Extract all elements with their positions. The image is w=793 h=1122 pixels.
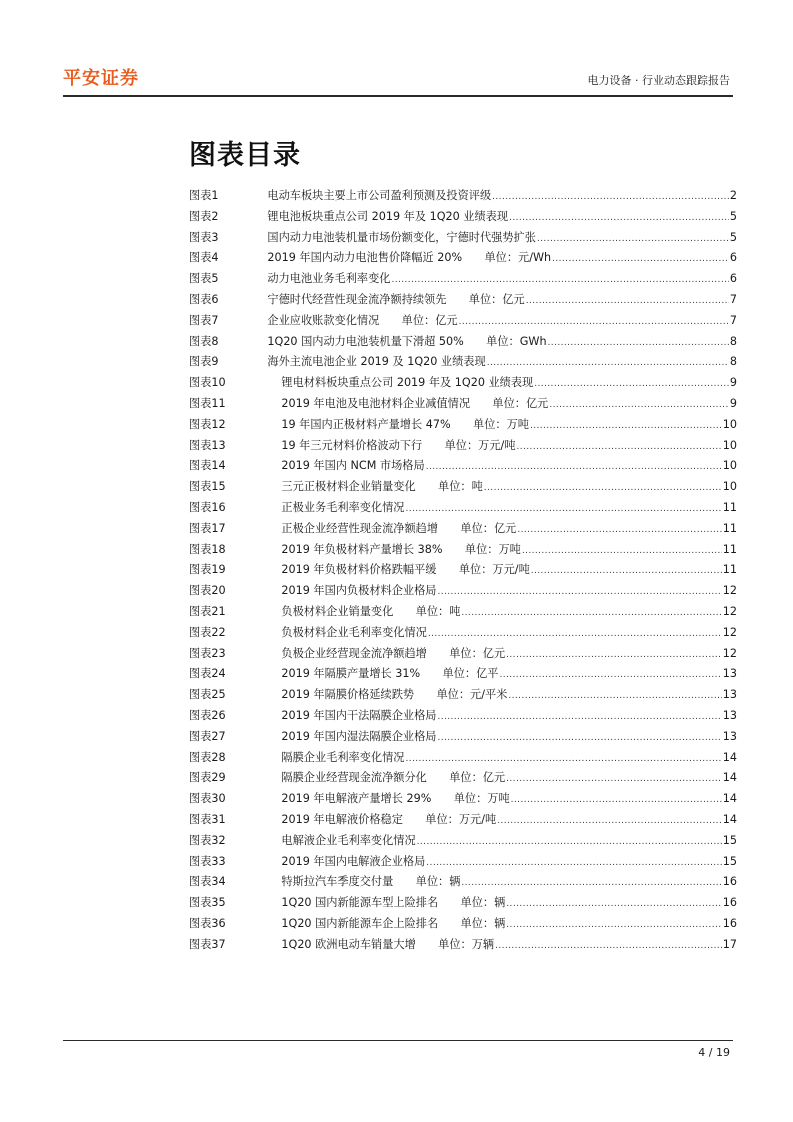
- toc-label: 图表: [189, 875, 212, 889]
- toc-label: 图表: [189, 667, 212, 681]
- footer-divider: [63, 1040, 733, 1041]
- toc-dot-leader: [391, 270, 728, 290]
- toc-page-number: 13: [722, 667, 737, 681]
- toc-page-number: 13: [722, 729, 737, 743]
- toc-number: 15: [211, 480, 226, 494]
- toc-page-number: 10: [722, 459, 737, 473]
- toc-entry[interactable]: [189, 581, 737, 602]
- toc-number: 27: [211, 729, 226, 743]
- toc-entry[interactable]: [189, 498, 737, 519]
- toc-label: 图表: [189, 604, 212, 618]
- toc-entry[interactable]: [189, 540, 737, 561]
- toc-entry[interactable]: [189, 352, 737, 373]
- toc-entry[interactable]: [189, 477, 737, 498]
- toc-entry[interactable]: [189, 893, 737, 914]
- toc-title: 正极业务毛利率变化情况: [281, 500, 405, 514]
- toc-page-number: 6: [729, 251, 737, 265]
- toc-dot-leader: [437, 582, 721, 602]
- toc-number: 13: [211, 438, 226, 452]
- toc-entry[interactable]: [189, 290, 737, 311]
- toc-dot-leader: [506, 915, 721, 935]
- toc-dot-leader: [461, 603, 721, 623]
- toc-dot-leader: [497, 811, 722, 831]
- toc-page-number: 5: [729, 230, 737, 244]
- toc-number: 36: [211, 916, 226, 930]
- toc-label: 图表: [189, 272, 212, 286]
- toc-dot-leader: [487, 353, 729, 373]
- toc-label: 图表: [189, 771, 212, 785]
- toc-entry[interactable]: [189, 332, 737, 353]
- toc-title: 正极企业经营性现金流净额趋增 单位：亿元: [281, 521, 517, 535]
- toc-title: 19 年国内正极材料产量增长 47% 单位：万吨: [281, 417, 529, 431]
- toc-dot-leader: [484, 478, 722, 498]
- toc-title: 海外主流电池企业 2019 及 1Q20 业绩表现: [267, 355, 486, 369]
- toc-number: 4: [211, 251, 219, 265]
- toc-title: 锂电池板块重点公司 2019 年及 1Q20 业绩表现: [267, 209, 509, 223]
- toc-dot-leader: [495, 936, 722, 956]
- toc-label: 图表: [189, 230, 212, 244]
- toc-dot-leader: [548, 333, 729, 353]
- toc-number: 3: [211, 230, 219, 244]
- toc-page-number: 12: [722, 625, 737, 639]
- toc-page-number: 8: [729, 334, 737, 348]
- toc-entry[interactable]: [189, 269, 737, 290]
- toc-title: 电解液企业毛利率变化情况: [281, 833, 416, 847]
- toc-dot-leader: [509, 208, 729, 228]
- toc-label: 图表: [189, 792, 212, 806]
- toc-page-number: 6: [729, 272, 737, 286]
- brand-logo: 平安证券: [63, 68, 139, 89]
- toc-page-number: 2: [729, 189, 737, 202]
- toc-label: 图表: [189, 313, 212, 327]
- toc-label: 图表: [189, 417, 212, 431]
- toc-page-number: 10: [722, 417, 737, 431]
- toc-dot-leader: [417, 832, 722, 852]
- toc-label: 图表: [189, 189, 212, 202]
- toc-dot-leader: [517, 437, 722, 457]
- toc-number: 14: [211, 459, 226, 473]
- toc-page-number: 12: [722, 604, 737, 618]
- toc-entry[interactable]: [189, 560, 737, 581]
- toc-title: 隔膜企业经营现金流净额分化 单位：亿元: [281, 771, 506, 785]
- toc-entry[interactable]: [189, 831, 737, 852]
- toc-dot-leader: [526, 291, 729, 311]
- toc-page-number: 13: [722, 708, 737, 722]
- toc-dot-leader: [522, 541, 722, 561]
- toc-entry[interactable]: [189, 394, 737, 415]
- toc-entry[interactable]: [189, 186, 737, 207]
- toc-title: 国内动力电池装机量市场份额变化，宁德时代强势扩张: [267, 230, 536, 244]
- toc-page-number: 11: [722, 542, 737, 556]
- toc-number: 9: [211, 355, 219, 369]
- toc-dot-leader: [517, 520, 721, 540]
- toc-entry[interactable]: [189, 810, 737, 831]
- toc-number: 31: [211, 812, 226, 826]
- toc-page-number: 8: [729, 355, 737, 369]
- toc-dot-leader: [437, 707, 721, 727]
- toc-dot-leader: [405, 499, 721, 519]
- toc-number: 33: [211, 854, 226, 868]
- toc-entry[interactable]: [189, 228, 737, 249]
- toc-dot-leader: [534, 374, 729, 394]
- toc-number: 22: [211, 625, 226, 639]
- toc-entry[interactable]: [189, 436, 737, 457]
- toc-title: 特斯拉汽车季度交付量 单位：辆: [281, 875, 461, 889]
- toc-title: 锂电材料板块重点公司 2019 年及 1Q20 业绩表现: [281, 376, 534, 390]
- toc-page-number: 16: [722, 896, 737, 910]
- toc-dot-leader: [459, 312, 729, 332]
- toc-title: 19 年三元材料价格波动下行 单位：万元/吨: [281, 438, 516, 452]
- toc-label: 图表: [189, 355, 212, 369]
- toc-page-number: 14: [722, 771, 737, 785]
- toc-page-number: 11: [722, 521, 737, 535]
- toc-title: 2019 年隔膜价格延续跌势 单位：元/平米: [281, 688, 508, 702]
- toc-dot-leader: [506, 894, 721, 914]
- toc-dot-leader: [552, 249, 729, 269]
- toc-label: 图表: [189, 542, 212, 556]
- toc-number: 30: [211, 792, 226, 806]
- toc-number: 10: [211, 376, 226, 390]
- toc-title: 企业应收账款变化情况 单位：亿元: [267, 313, 458, 327]
- toc-label: 图表: [189, 521, 212, 535]
- toc-dot-leader: [530, 416, 722, 436]
- toc-title: 2019 年电解液产量增长 29% 单位：万吨: [281, 792, 510, 806]
- toc-number: 20: [211, 584, 226, 598]
- toc-entry[interactable]: [189, 685, 737, 706]
- toc-number: 32: [211, 833, 226, 847]
- toc-label: 图表: [189, 833, 212, 847]
- toc-label: 图表: [189, 729, 212, 743]
- toc-page-number: 15: [722, 854, 737, 868]
- toc-entry[interactable]: [189, 706, 737, 727]
- toc-number: 12: [211, 417, 226, 431]
- toc-entry[interactable]: [189, 623, 737, 644]
- toc-entry[interactable]: [189, 935, 737, 956]
- toc-title: 2019 年隔膜产量增长 31% 单位：亿平: [281, 667, 499, 681]
- toc-title: 1Q20 国内新能源车型上险排名 单位：辆: [281, 896, 506, 910]
- toc-number: 5: [211, 272, 219, 286]
- toc-title: 2019 年国内电解液企业格局: [281, 854, 426, 868]
- toc-title: 2019 年电池及电池材料企业减值情况 单位：亿元: [281, 396, 549, 410]
- toc-entry[interactable]: [189, 789, 737, 810]
- toc-title: 2019 年国内负极材料企业格局: [281, 584, 437, 598]
- toc-entry[interactable]: [189, 602, 737, 623]
- toc-number: 8: [211, 334, 219, 348]
- toc-label: 图表: [189, 625, 212, 639]
- toc-label: 图表: [189, 209, 212, 223]
- toc-title: 2019 年负极材料产量增长 38% 单位：万吨: [281, 542, 521, 556]
- toc-page-number: 5: [729, 209, 737, 223]
- toc-page-number: 7: [729, 292, 737, 306]
- toc-number: 34: [211, 875, 226, 889]
- toc-entry[interactable]: [189, 748, 737, 769]
- toc-dot-leader: [531, 561, 722, 581]
- toc-entry[interactable]: [189, 644, 737, 665]
- toc-dot-leader: [426, 457, 722, 477]
- toc-title: 2019 年国内湿法隔膜企业格局: [281, 729, 437, 743]
- toc-number: 17: [211, 521, 226, 535]
- toc-number: 28: [211, 750, 226, 764]
- toc-number: 24: [211, 667, 226, 681]
- toc-label: 图表: [189, 251, 212, 265]
- toc-entry[interactable]: [189, 768, 737, 789]
- toc-entry[interactable]: [189, 519, 737, 540]
- toc-page-number: 10: [722, 438, 737, 452]
- toc-title: 2019 年国内动力电池售价降幅近 20% 单位：元/Wh: [267, 251, 552, 265]
- toc-label: 图表: [189, 916, 212, 930]
- toc-entry[interactable]: [189, 872, 737, 893]
- toc-title: 动力电池业务毛利率变化: [267, 272, 391, 286]
- toc-page-number: 16: [722, 916, 737, 930]
- toc-label: 图表: [189, 646, 212, 660]
- toc-dot-leader: [461, 873, 721, 893]
- toc-title: 负极材料企业毛利率变化情况: [281, 625, 427, 639]
- header-divider: [63, 95, 733, 97]
- toc-title: 2019 年国内 NCM 市场格局: [281, 459, 425, 473]
- toc-dot-leader: [506, 769, 722, 789]
- toc-number: 6: [211, 292, 219, 306]
- toc-label: 图表: [189, 376, 212, 390]
- toc-dot-leader: [492, 187, 729, 207]
- toc-page-number: 12: [722, 646, 737, 660]
- toc-dot-leader: [428, 624, 722, 644]
- toc-entry[interactable]: [189, 852, 737, 873]
- toc-label: 图表: [189, 854, 212, 868]
- toc-entry[interactable]: [189, 207, 737, 228]
- toc-label: 图表: [189, 292, 212, 306]
- toc-title: 2019 年电解液价格稳定 单位：万元/吨: [281, 812, 497, 826]
- toc-entry[interactable]: [189, 415, 737, 436]
- toc-title: 1Q20 国内动力电池装机量下滑超 50% 单位：GWh: [267, 334, 547, 348]
- toc-page-number: 9: [729, 396, 737, 410]
- toc-page-number: 13: [722, 688, 737, 702]
- toc-label: 图表: [189, 459, 212, 473]
- toc-entry[interactable]: [189, 727, 737, 748]
- toc-entry[interactable]: [189, 248, 737, 269]
- toc-title: 1Q20 欧洲电动车销量大增 单位：万辆: [281, 937, 495, 951]
- toc-dot-leader: [549, 395, 729, 415]
- toc-page-number: 10: [722, 480, 737, 494]
- toc-dot-leader: [508, 686, 721, 706]
- toc-title: 负极企业经营现金流净额趋增 单位：亿元: [281, 646, 506, 660]
- toc-title: 三元正极材料企业销量变化 单位：吨: [281, 480, 483, 494]
- toc-number: 25: [211, 688, 226, 702]
- toc-label: 图表: [189, 750, 212, 764]
- page-title: 图表目录: [189, 140, 301, 171]
- toc-entry[interactable]: [189, 664, 737, 685]
- toc-label: 图表: [189, 708, 212, 722]
- toc-label: 图表: [189, 396, 212, 410]
- toc-label: 图表: [189, 937, 212, 951]
- toc-number: 23: [211, 646, 226, 660]
- toc-page-number: 14: [722, 750, 737, 764]
- toc-page-number: 15: [722, 833, 737, 847]
- toc-dot-leader: [499, 665, 721, 685]
- toc-number: 2: [211, 209, 219, 223]
- toc-label: 图表: [189, 584, 212, 598]
- report-type: 电力设备 · 行业动态跟踪报告: [587, 74, 730, 87]
- toc-label: 图表: [189, 500, 212, 514]
- toc-title: 2019 年国内干法隔膜企业格局: [281, 708, 437, 722]
- toc-dot-leader: [405, 749, 721, 769]
- toc-dot-leader: [537, 229, 729, 249]
- toc-dot-leader: [426, 853, 721, 873]
- toc-title: 宁德时代经营性现金流净额持续领先 单位：亿元: [267, 292, 525, 306]
- toc-dot-leader: [511, 790, 722, 810]
- toc-number: 21: [211, 604, 226, 618]
- toc-page-number: 7: [729, 313, 737, 327]
- toc-title: 1Q20 国内新能源车企上险排名 单位：辆: [281, 916, 506, 930]
- toc-page-number: 11: [722, 500, 737, 514]
- toc-number: 1: [211, 189, 219, 202]
- toc-page-number: 17: [722, 937, 737, 951]
- toc-number: 16: [211, 500, 226, 514]
- toc-entry[interactable]: [189, 914, 737, 935]
- toc-number: 19: [211, 563, 226, 577]
- toc-label: 图表: [189, 334, 212, 348]
- toc-page-number: 16: [722, 875, 737, 889]
- toc-page-number: 12: [722, 584, 737, 598]
- toc-label: 图表: [189, 480, 212, 494]
- toc-dot-leader: [437, 728, 721, 748]
- toc-entry[interactable]: [189, 373, 737, 394]
- toc-label: 图表: [189, 812, 212, 826]
- toc-number: 7: [211, 313, 219, 327]
- toc-number: 29: [211, 771, 226, 785]
- toc-title: 负极材料企业销量变化 单位：吨: [281, 604, 461, 618]
- toc-page-number: 11: [722, 563, 737, 577]
- toc-title: 2019 年负极材料价格跌幅平缓 单位：万元/吨: [281, 563, 530, 577]
- toc-label: 图表: [189, 688, 212, 702]
- toc-number: 18: [211, 542, 226, 556]
- toc-label: 图表: [189, 438, 212, 452]
- toc-page-number: 14: [722, 812, 737, 826]
- toc-title: 隔膜企业毛利率变化情况: [281, 750, 405, 764]
- toc-title: 电动车板块主要上市公司盈利预测及投资评级: [267, 189, 492, 202]
- toc-page-number: 14: [722, 792, 737, 806]
- toc-label: 图表: [189, 896, 212, 910]
- toc-label: 图表: [189, 563, 212, 577]
- toc-number: 35: [211, 896, 226, 910]
- page-number: 4 / 19: [698, 1046, 730, 1059]
- toc-number: 11: [211, 396, 226, 410]
- toc-page-number: 9: [729, 376, 737, 390]
- toc-dot-leader: [506, 645, 722, 665]
- toc-number: 37: [211, 937, 226, 951]
- toc-entry[interactable]: [189, 311, 737, 332]
- toc-list: [189, 186, 737, 955]
- toc-entry[interactable]: [189, 456, 737, 477]
- toc-number: 26: [211, 708, 226, 722]
